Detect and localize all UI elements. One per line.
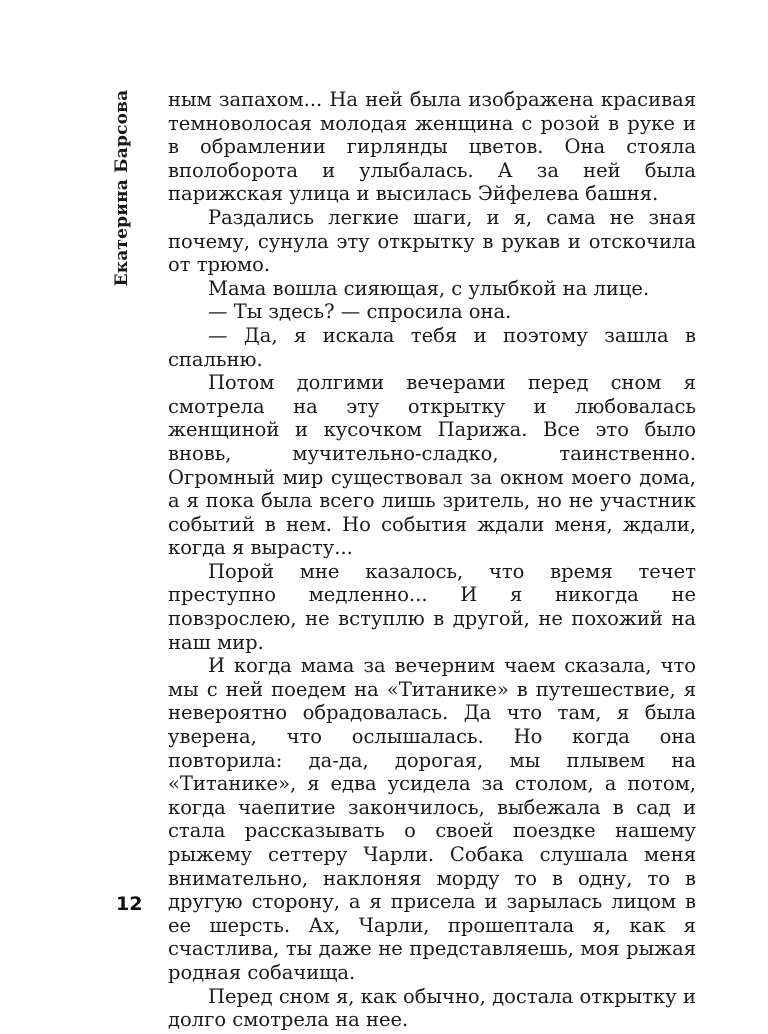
author-name: Екатерина Барсова — [112, 89, 132, 287]
paragraph: Раздались легкие шаги, и я, сама не зная почему, сунула эту открытку в рукав и отскочила от трюмо. — [168, 205, 696, 277]
paragraph: Порой мне казалось, что время течет преступно медленно... И я никогда не повзрослею, не вступлю в другой, не похожий на наш мир. — [168, 559, 696, 654]
dialogue-line: — Да, я искала тебя и поэтому зашла в спальню. — [168, 323, 696, 371]
page-number: 12 — [116, 893, 143, 915]
paragraph: ным запахом... На ней была изображена красивая темноволосая молодая женщина с розой в руке и в обрамлении гирлянды цветов. Она стояла вполоборота и улыбалась. А за ней была парижская улица и высилась Эйфелева башня. — [168, 88, 696, 206]
paragraph: Мама вошла сияющая, с улыбкой на лице. — [208, 276, 650, 300]
paragraph: Потом долгими вечерами перед сном я смотрела на эту открытку и любовалась женщиной и кусочком Парижа. Все это было вновь, мучительно-сладко, таинственно. Огромный мир существовал за окном моего дома, а я пока была всего лишь зритель, но не участник событий в нем. Но события ждали меня, ждали, когда я вырасту... — [168, 371, 696, 560]
body-text — [168, 88, 696, 1032]
paragraph: Перед сном я, как обычно, достала открытку и долго смотрела на нее. — [168, 984, 696, 1032]
paragraph: И когда мама за вечерним чаем сказала, что мы с ней поедем на «Титанике» в путешествие, я невероятно обрадовалась. Да что там, я была уверена, что ослышалась. Но когда она повторила: да-да, дорогая, мы плывем на «Титанике», я едва усидела за столом, а потом, когда чаепитие закончилось, выбежала в сад и стала рассказывать о своей поездке нашему рыжему сеттеру Чарли. Собака слушала меня внимательно, наклоняя морду то в одну, то в другую сторону, а я присела и зарылась лицом в ее шерсть. Ах, Чарли, прошептала я, как я счастлива, ты даже не представляешь, моя рыжая родная собачища. — [168, 654, 696, 984]
dialogue-line: — Ты здесь? — спросила она. — [208, 300, 512, 324]
running-head — [110, 89, 134, 287]
